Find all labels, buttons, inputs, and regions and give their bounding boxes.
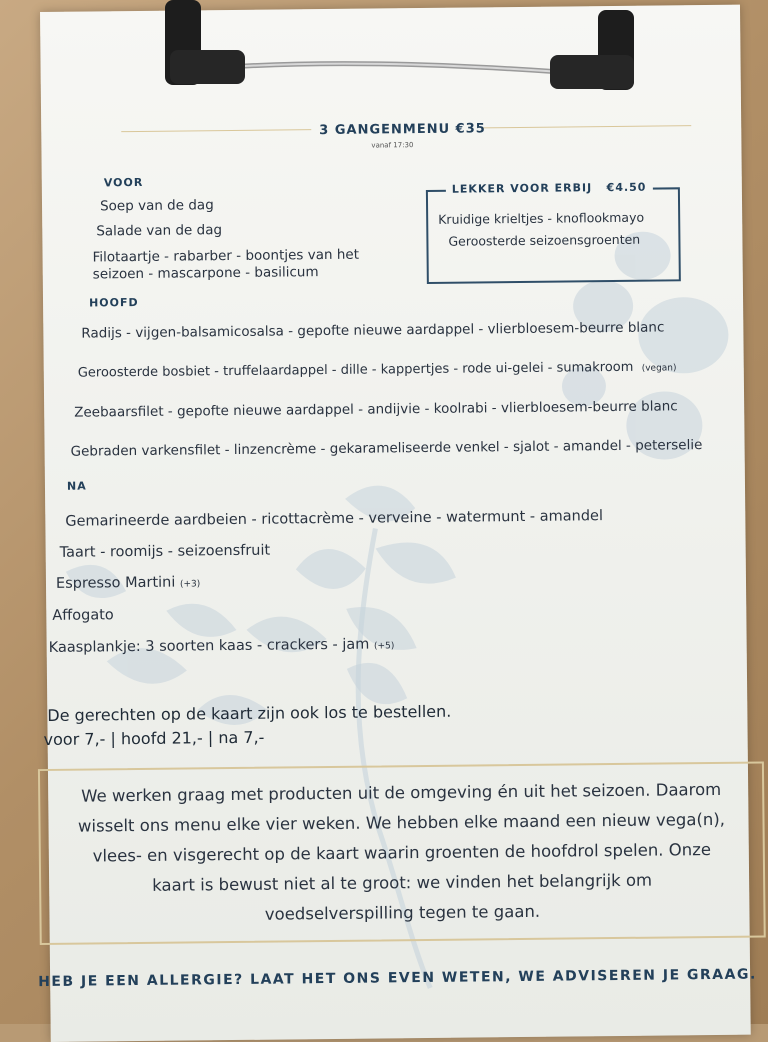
section-hoofd: HOOFD (88, 295, 139, 310)
section-voor: VOOR (103, 175, 144, 190)
voor-item-3: Filotaartje - rabarber - boontjes van het (92, 246, 360, 266)
side-item-2: Geroosterde seizoensgroenten (448, 231, 641, 249)
voor-item-3b: seizoen - mascarpone - basilicum (92, 264, 319, 283)
voor-item-2: Salade van de dag (96, 222, 223, 240)
los-bestellen-line2: voor 7,- | hoofd 21,- | na 7,- (43, 727, 265, 750)
hoofd-item-1: Radijs - vijgen-balsamicosalsa - gepofte nieuwe aardappel - vlierbloesem-beurre blanc (81, 319, 665, 342)
side-box-price: €4.50 (606, 180, 647, 195)
menu-sheet (38, 5, 757, 1042)
hoofd-item-4: Gebraden varkensfilet - linzencrème - gekarameliseerde venkel - sjalot - amandel - peterselie (70, 437, 703, 460)
info-line-3: vlees- en visgerecht op de kaart waarin groenten de hoofdrol spelen. Onze (92, 840, 712, 866)
section-na: NA (66, 479, 87, 493)
menu-title: 3 GANGENMENU €35 (319, 121, 486, 139)
na-item-2: Taart - roomijs - seizoensfruit (59, 542, 271, 561)
kaas-extra: (+5) (373, 641, 395, 652)
info-line-2: wisselt ons menu elke vier weken. We hebben elke maand een nieuw vega(n), (77, 809, 726, 836)
na-item-1: Gemarineerde aardbeien - ricottacrème - verveine - watermunt - amandel (65, 508, 604, 530)
martini-extra: (+3) (179, 579, 201, 590)
side-item-1: Kruidige krieltjes - knoflookmayo (438, 209, 645, 227)
na-item-4: Affogato (52, 607, 114, 624)
info-box (38, 761, 766, 945)
na-item-3: Espresso Martini (+3) (55, 574, 201, 592)
info-line-5: voedselverspilling tegen te gaan. (264, 901, 541, 924)
info-line-1: We werken graag met producten uit de omgeving én uit het seizoen. Daarom (81, 779, 722, 806)
side-dishes-box (426, 180, 681, 284)
menu-subtitle: vanaf 17:30 (371, 141, 414, 150)
voor-item-1: Soep van de dag (99, 197, 214, 215)
los-bestellen-line1: De gerechten op de kaart zijn ook los te bestellen. (47, 701, 452, 725)
allergy-footer: HEB JE EEN ALLERGIE? LAAT HET ONS EVEN WETEN, WE ADVISEREN JE GRAAG. (38, 966, 757, 991)
hoofd-item-3: Zeebaarsfilet - gepofte nieuwe aardappel - andijvie - koolrabi - vlierbloesem-beurre blanc (74, 398, 678, 421)
vegan-note: (vegan) (641, 363, 677, 374)
side-box-title: LEKKER VOOR ERBIJ €4.50 (446, 181, 653, 196)
info-line-4: kaart is bewust niet al te groot: we vinden het belangrijk om (152, 870, 653, 895)
clipboard-clip (150, 0, 640, 110)
na-item-5: Kaasplankje: 3 soorten kaas - crackers - jam (+5) (48, 636, 395, 656)
hoofd-item-2: Geroosterde bosbiet - truffelaardappel - dille - kappertjes - rode ui-gelei - sumakroom (vegan) (77, 359, 677, 381)
